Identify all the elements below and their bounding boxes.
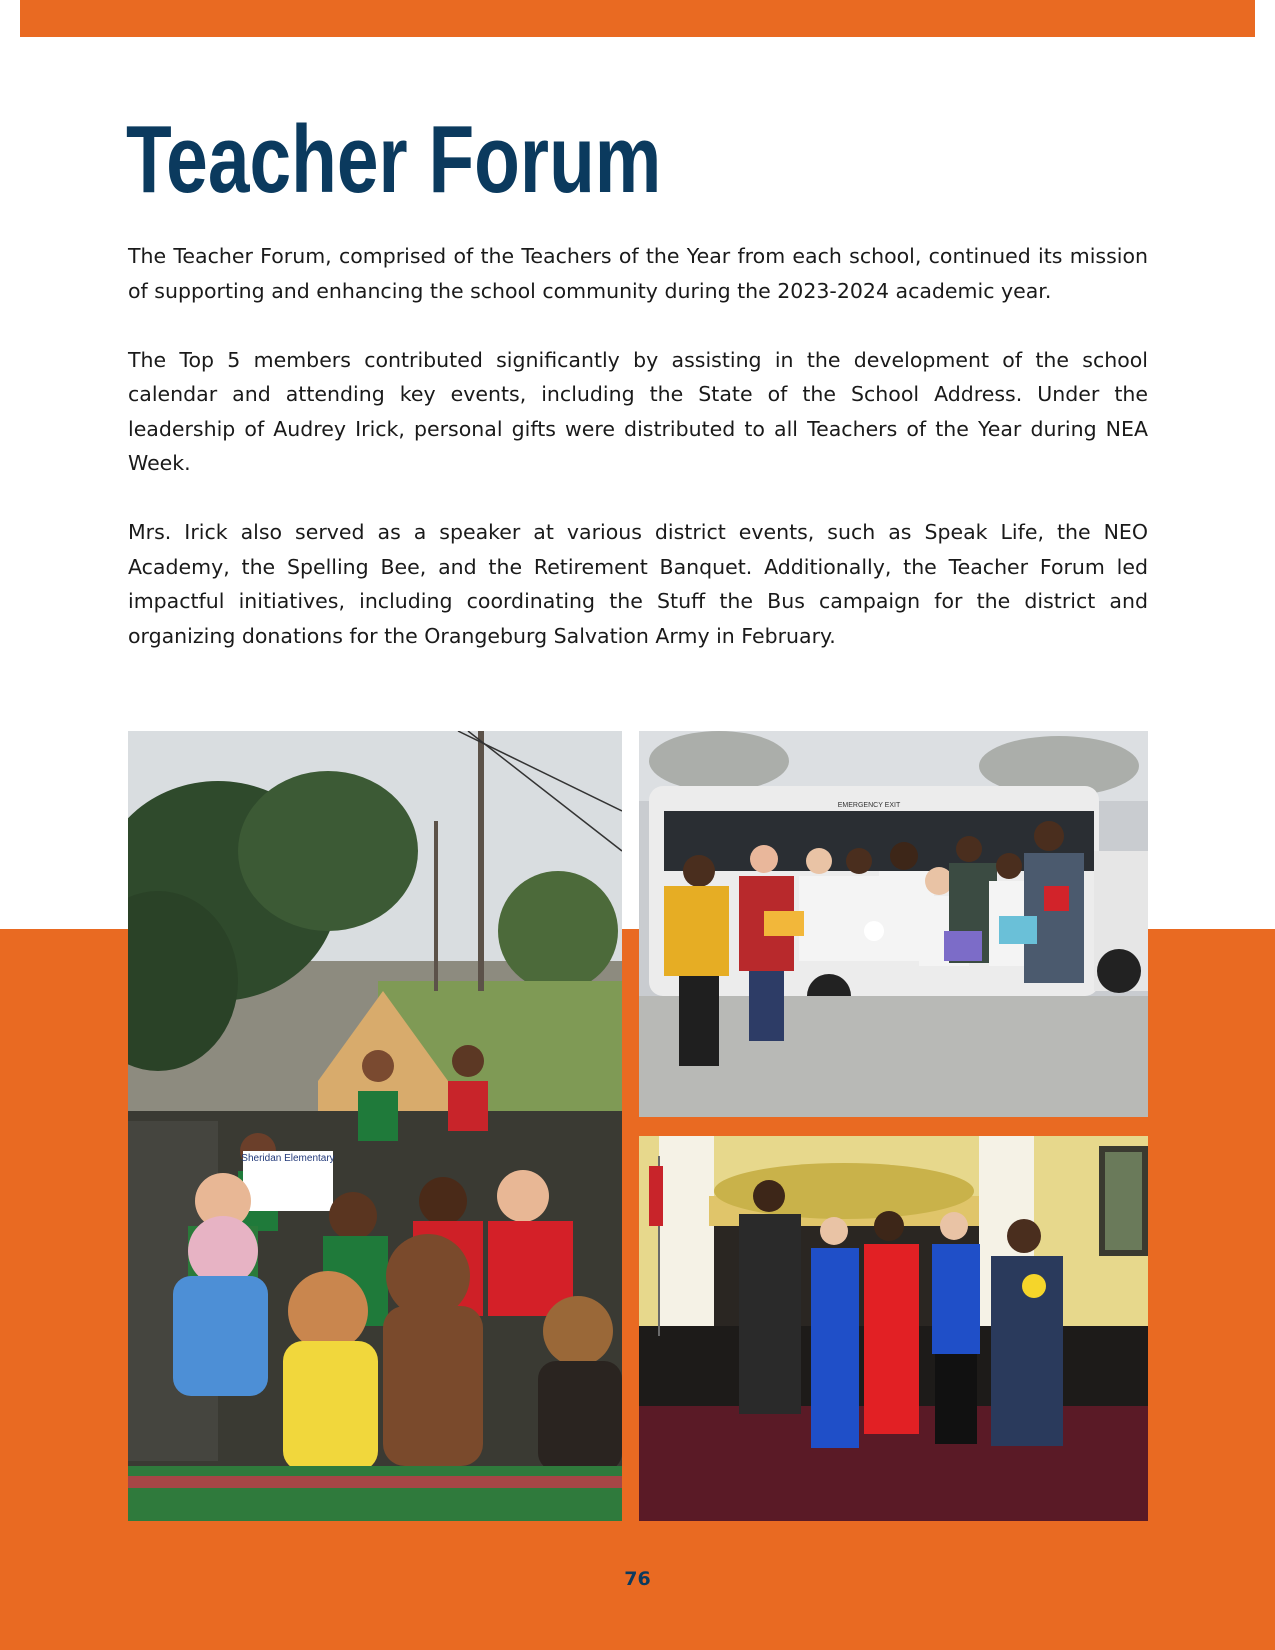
- parade-float-photo: [128, 731, 622, 1521]
- paragraph-2: The Top 5 members contributed significantly by assisting in the development of the school calendar and attending key events, including the State of the School Address. Under the leadership of Audrey Irick, personal gifts were distributed to all Teachers of the Year during NEA Week.: [128, 347, 1148, 475]
- banquet-group-photo: [639, 1136, 1148, 1521]
- paragraph-1: The Teacher Forum, comprised of the Teachers of the Year from each school, continued its mission of supporting and enhancing the school community during the 2023-2024 academic year.: [128, 244, 1148, 303]
- body-text: [128, 239, 1148, 688]
- parade-sign-text: Sheridan Elementary: [241, 1153, 335, 1164]
- paragraph-3: Mrs. Irick also served as a speaker at various district events, such as Speak Life, the NEO Academy, the Spelling Bee, and the Retirement Banquet. Additionally, the Teacher Forum led impactful initiatives, including coordinating the Stuff the Bus campaign for the district and organizing donations for the Orangeburg Salvation Army in February.: [128, 520, 1148, 648]
- top-accent-bar: [20, 0, 1255, 37]
- stuff-the-bus-photo: [639, 731, 1148, 1117]
- page-title: Teacher Forum: [126, 106, 662, 213]
- bus-emergency-text: EMERGENCY EXIT: [837, 802, 901, 809]
- page-number: 76: [624, 1568, 651, 1590]
